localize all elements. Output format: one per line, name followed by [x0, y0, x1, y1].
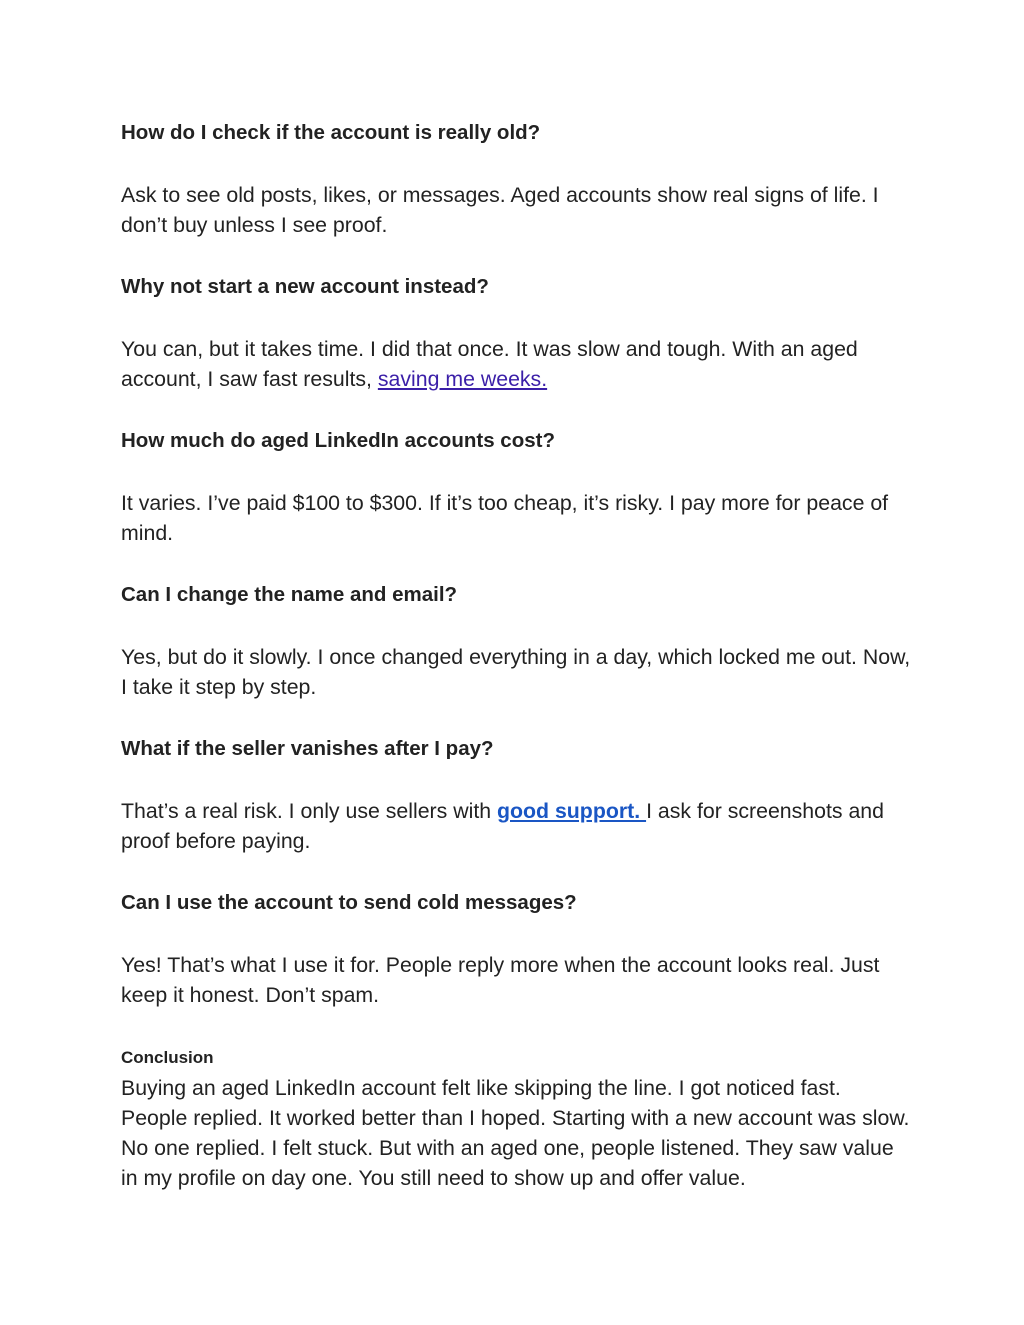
faq-answer: Yes! That’s what I use it for. People reply more when the account looks real. Just keep it honest. Don’t spam.: [121, 953, 880, 1007]
conclusion-heading: Conclusion: [121, 1048, 214, 1067]
faq-answer: [121, 796, 911, 856]
faq-answer: Ask to see old posts, likes, or messages. Aged accounts show real signs of life. I don’t buy unless I see proof.: [121, 183, 879, 237]
faq-answer-text: I ask for screenshots and proof before paying.: [121, 799, 884, 853]
faq-answer-text: That’s a real risk. I only use sellers with: [121, 799, 497, 823]
faq-question: Can I use the account to send cold messages?: [121, 891, 577, 914]
faq-question: What if the seller vanishes after I pay?: [121, 737, 494, 760]
faq-answer: Yes, but do it slowly. I once changed everything in a day, which locked me out. Now, I take it step by step.: [121, 645, 911, 699]
faq-question: Why not start a new account instead?: [121, 275, 489, 298]
faq-question: How much do aged LinkedIn accounts cost?: [121, 429, 555, 452]
faq-answer: [121, 334, 911, 394]
faq-question: Can I change the name and email?: [121, 583, 458, 606]
saving-me-weeks-link[interactable]: saving me weeks.: [377, 367, 548, 391]
faq-answer-text: You can, but it takes time. I did that once. It was slow and tough. With an aged account, I saw fast results,: [121, 337, 858, 391]
conclusion-body: Buying an aged LinkedIn account felt like skipping the line. I got noticed fast. People replied. It worked better than I hoped. Starting with a new account was slow. No one replied. I felt stuck. But with an aged one, people listened. They saw value in my profile on day one. You still need to show up and offer value.: [121, 1076, 910, 1190]
good-support-link[interactable]: good support.: [497, 799, 647, 823]
faq-question: How do I check if the account is really old?: [121, 121, 541, 144]
document-page: [121, 118, 911, 1193]
faq-answer: It varies. I’ve paid $100 to $300. If it’s too cheap, it’s risky. I pay more for peace of mind.: [121, 491, 889, 545]
